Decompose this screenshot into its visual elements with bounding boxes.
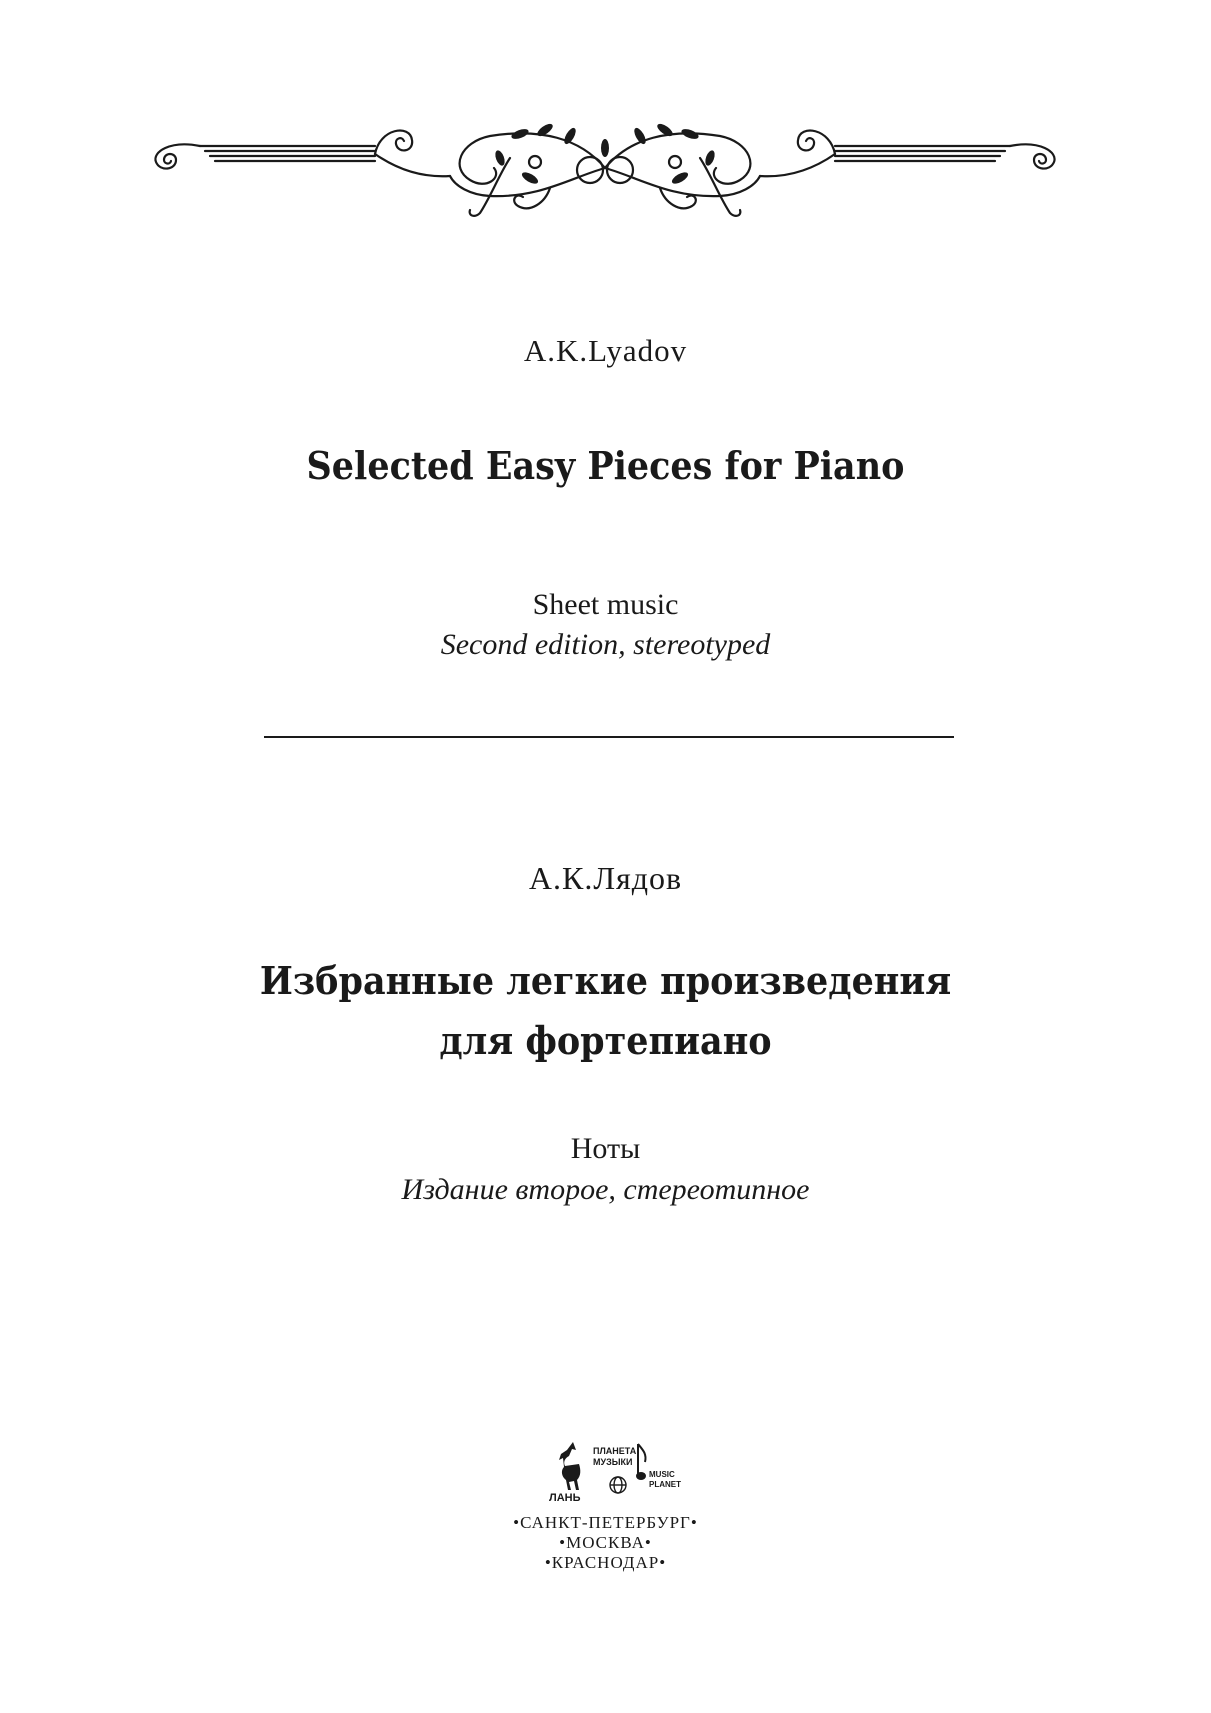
edition-english: Second edition, stereotyped [440,628,771,661]
publisher-city-spb: •САНКТ-ПЕТЕРБУРГ• [513,1513,698,1532]
publisher-muzyki-label: МУЗЫКИ [593,1457,633,1467]
subtitle-russian: Ноты [570,1132,641,1165]
publisher-city-krasnodar: •КРАСНОДАР• [544,1553,667,1572]
publisher-planeta-label: ПЛАНЕТА [593,1446,637,1456]
author-english: A.K.Lyadov [523,333,688,368]
publisher-lan-label: ЛАНЬ [549,1492,581,1504]
publisher-music-label: MUSIC [649,1470,675,1479]
title-russian-line2: для фортепиано [439,1018,772,1063]
publisher-city-moscow: •МОСКВА• [559,1533,652,1552]
publisher-planet-label: PLANET [649,1480,681,1489]
section-divider [264,736,954,738]
doe-publisher-logo-icon [555,1440,595,1494]
publisher-logo [545,1440,681,1506]
title-english: Selected Easy Pieces for Piano [306,443,905,488]
title-russian-line1: Избранные легкие произведения [259,958,952,1003]
floral-scroll-ornament-icon [150,118,1060,228]
music-note-icon [635,1442,649,1482]
edition-russian: Издание второе, стереотипное [401,1173,810,1206]
subtitle-english: Sheet music [532,588,679,621]
author-russian: А.К.Лядов [528,860,683,896]
globe-icon [609,1476,627,1494]
